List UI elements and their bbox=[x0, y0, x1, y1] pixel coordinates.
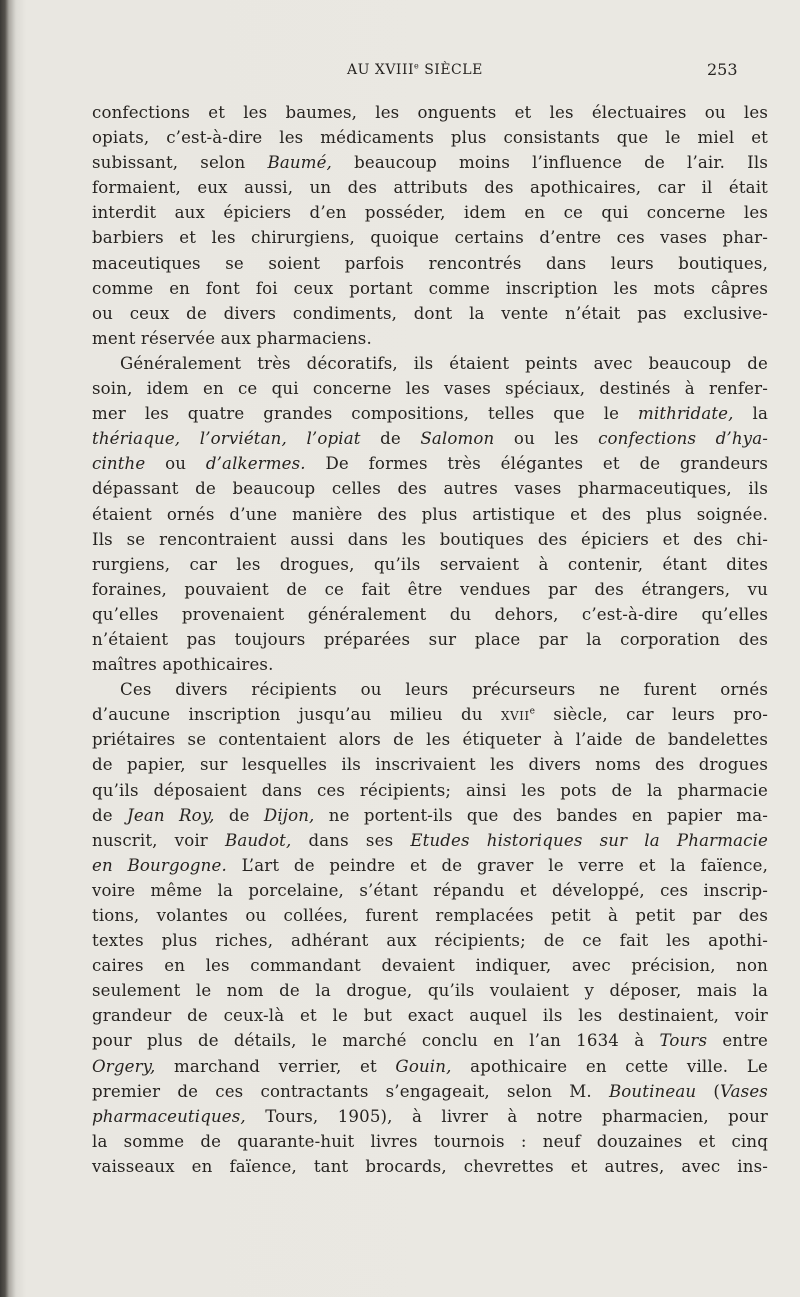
page-number: 253 bbox=[707, 60, 738, 79]
text-segment: marchand verrier, et bbox=[155, 1056, 396, 1076]
text-segment: entre bbox=[707, 1031, 769, 1051]
italic-text: Orgery, bbox=[92, 1056, 156, 1076]
italic-text: thériaque, l’orviétan, l’opiat bbox=[92, 429, 361, 449]
text-segment: ment réservée aux pharmaciens. bbox=[92, 328, 372, 348]
text-line bbox=[92, 276, 768, 301]
text-segment: foraines, pouvaient de ce fait être vendues par des étrangers, vu bbox=[92, 579, 768, 599]
text-line bbox=[92, 225, 768, 250]
italic-text: Gouin, bbox=[395, 1056, 452, 1076]
italic-text: Salomon bbox=[420, 429, 495, 449]
text-segment: De formes très élégantes et de grandeurs bbox=[305, 454, 768, 474]
text-segment: ne portent-ils que des bandes en papier ma- bbox=[314, 805, 769, 825]
text-line bbox=[92, 1154, 768, 1179]
text-line bbox=[92, 1003, 768, 1028]
text-segment: de bbox=[92, 805, 128, 825]
italic-text: Baumé, bbox=[267, 153, 332, 173]
running-head bbox=[347, 62, 483, 78]
text-line bbox=[92, 978, 768, 1003]
body-text bbox=[92, 100, 768, 1179]
text-segment: caires en les commandant devaient indiquer, avec précision, non bbox=[92, 956, 768, 976]
text-line bbox=[92, 878, 768, 903]
text-segment: soin, idem en ce qui concerne les vases spéciaux, destinés à renfer- bbox=[92, 379, 768, 399]
text-line bbox=[92, 527, 768, 552]
italic-text: confections d’hya- bbox=[598, 429, 768, 449]
text-segment: Tours, 1905), à livrer à notre pharmacien, pour bbox=[245, 1106, 768, 1126]
italic-text: mithridate, bbox=[638, 404, 734, 424]
text-segment: apothicaire en cette ville. Le bbox=[451, 1056, 768, 1076]
text-line bbox=[92, 251, 768, 276]
text-segment: beaucoup moins l’influence de l’air. Ils bbox=[331, 153, 769, 173]
text-segment: de papier, sur lesquelles ils inscrivaient les divers noms des drogues bbox=[92, 755, 768, 775]
text-segment: interdit aux épiciers d’en posséder, idem en ce qui concerne les bbox=[92, 203, 768, 223]
italic-text: en Bourgogne. bbox=[92, 855, 227, 875]
text-line bbox=[92, 803, 768, 828]
text-line bbox=[92, 1129, 768, 1154]
text-line bbox=[92, 853, 768, 878]
text-line bbox=[92, 953, 768, 978]
text-line bbox=[92, 301, 768, 326]
text-line bbox=[92, 627, 768, 652]
text-line bbox=[92, 602, 768, 627]
italic-text: Etudes historiques sur la Pharmacie bbox=[410, 830, 768, 850]
text-segment: textes plus riches, adhérant aux récipients; de ce fait les apothi- bbox=[92, 931, 768, 951]
text-segment: d’aucune inscription jusqu’au milieu du bbox=[92, 705, 501, 725]
text-line bbox=[92, 1104, 768, 1129]
text-segment: qu’elles provenaient généralement du dehors, c’est-à-dire qu’elles bbox=[92, 604, 768, 624]
text-segment: rurgiens, car les drogues, qu’ils servaient à contenir, étant dites bbox=[92, 554, 768, 574]
text-segment: grandeur de ceux-là et le but exact auquel ils les destinaient, voir bbox=[92, 1006, 768, 1026]
text-line bbox=[92, 376, 768, 401]
text-line bbox=[92, 727, 768, 752]
text-segment: maîtres apothicaires. bbox=[92, 655, 274, 675]
italic-text: Boutineau bbox=[608, 1081, 697, 1101]
text-line bbox=[92, 100, 768, 125]
page-header bbox=[0, 60, 800, 86]
text-segment: nuscrit, voir bbox=[92, 830, 225, 850]
text-segment: seulement le nom de la drogue, qu’ils voulaient y déposer, mais la bbox=[92, 981, 768, 1001]
italic-text: pharmaceutiques, bbox=[92, 1106, 246, 1126]
text-line bbox=[92, 200, 768, 225]
text-line bbox=[92, 476, 768, 501]
text-line bbox=[92, 552, 768, 577]
text-segment: ou ceux de divers condiments, dont la vente n’était pas exclusive- bbox=[92, 303, 768, 323]
text-segment: subissant, selon bbox=[92, 153, 268, 173]
text-line bbox=[92, 502, 768, 527]
text-segment: dans ses bbox=[291, 830, 411, 850]
text-segment: formaient, eux aussi, un des attributs des apothicaires, car il était bbox=[92, 178, 768, 198]
italic-text: Dijon, bbox=[263, 805, 315, 825]
text-line bbox=[92, 903, 768, 928]
text-segment: vaisseaux en faïence, tant brocards, chevrettes et autres, avec ins- bbox=[92, 1156, 768, 1176]
text-segment: comme en font foi ceux portant comme inscription les mots câpres bbox=[92, 278, 768, 298]
superscript-text: e bbox=[529, 706, 536, 717]
running-head-suffix: SIÈCLE bbox=[419, 62, 483, 78]
text-line bbox=[92, 150, 768, 175]
text-segment: de bbox=[214, 805, 264, 825]
text-line bbox=[92, 1028, 768, 1053]
text-segment: ou les bbox=[494, 429, 599, 449]
text-line bbox=[92, 677, 768, 702]
text-segment: Ils se rencontraient aussi dans les boutiques des épiciers et des chi- bbox=[92, 529, 768, 549]
text-segment: la somme de quarante-huit livres tournois : neuf douzaines et cinq bbox=[92, 1131, 768, 1151]
text-segment: ( bbox=[696, 1081, 721, 1101]
text-segment: L’art de peindre et de graver le verre et la faïence, bbox=[226, 855, 768, 875]
text-segment: la bbox=[733, 404, 768, 424]
text-segment: maceutiques se soient parfois rencontrés dans leurs boutiques, bbox=[92, 253, 768, 273]
text-segment: barbiers et les chirurgiens, quoique certains d’entre ces vases phar- bbox=[92, 228, 768, 248]
text-line bbox=[92, 1079, 768, 1104]
text-segment: siècle, car leurs pro- bbox=[535, 705, 769, 725]
text-segment: priétaires se contentaient alors de les étiqueter à l’aide de bandelettes bbox=[92, 730, 768, 750]
text-line bbox=[92, 125, 768, 150]
text-line bbox=[92, 778, 768, 803]
text-line bbox=[92, 652, 768, 677]
text-line bbox=[92, 175, 768, 200]
italic-text: Tours bbox=[659, 1031, 708, 1051]
text-segment: dépassant de beaucoup celles des autres vases pharmaceutiques, ils bbox=[92, 479, 768, 499]
text-segment: premier de ces contractants s’engageait, selon M. bbox=[92, 1081, 609, 1101]
text-segment: mer les quatre grandes compositions, telles que le bbox=[92, 404, 639, 424]
text-line bbox=[92, 451, 768, 476]
text-line bbox=[92, 752, 768, 777]
text-segment: Ces divers récipients ou leurs précurseurs ne furent ornés bbox=[120, 680, 768, 700]
text-segment: de bbox=[360, 429, 421, 449]
text-segment: pour plus de détails, le marché conclu en l’an 1634 à bbox=[92, 1031, 660, 1051]
text-segment: étaient ornés d’une manière des plus artistique et des plus soignée. bbox=[92, 504, 768, 524]
text-segment: qu’ils déposaient dans ces récipients; ainsi les pots de la pharmacie bbox=[92, 780, 768, 800]
italic-text: Jean Roy, bbox=[127, 805, 215, 825]
text-line bbox=[92, 928, 768, 953]
text-segment: Généralement très décoratifs, ils étaient peints avec beaucoup de bbox=[120, 353, 768, 373]
text-segment: ou bbox=[145, 454, 206, 474]
text-line bbox=[92, 426, 768, 451]
text-line bbox=[92, 1054, 768, 1079]
text-line bbox=[92, 401, 768, 426]
text-line bbox=[92, 326, 768, 351]
italic-text: Vases bbox=[720, 1081, 768, 1101]
text-segment: tions, volantes ou collées, furent remplacées petit à petit par des bbox=[92, 906, 768, 925]
text-line bbox=[92, 351, 768, 376]
italic-text: d’alkermes. bbox=[205, 454, 306, 474]
text-segment: XVII bbox=[500, 709, 530, 724]
text-segment: opiats, c’est-à-dire les médicaments plus consistants que le miel et bbox=[92, 128, 768, 148]
text-segment: voire même la porcelaine, s’étant répandu et développé, ces inscrip- bbox=[92, 880, 768, 900]
text-line bbox=[92, 702, 768, 727]
text-line bbox=[92, 828, 768, 853]
text-line bbox=[92, 577, 768, 602]
text-segment: n’étaient pas toujours préparées sur place par la corporation des bbox=[92, 629, 768, 649]
italic-text: Baudot, bbox=[225, 830, 292, 850]
text-segment: confections et les baumes, les onguents et les électuaires ou les bbox=[92, 103, 768, 122]
italic-text: cinthe bbox=[92, 454, 146, 474]
running-head-prefix: AU XVIII bbox=[347, 62, 415, 78]
running-head-sup: e bbox=[414, 61, 420, 71]
